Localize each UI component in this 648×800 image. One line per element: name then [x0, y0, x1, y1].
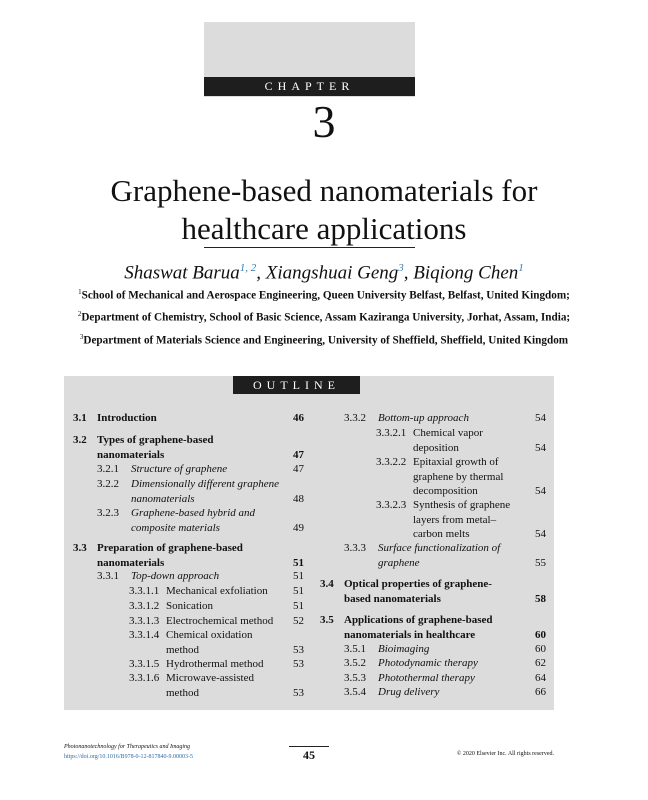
- toc-entry-title-line: method: [166, 686, 199, 699]
- chapter-number: 3: [312, 96, 336, 147]
- toc-entry-number: 3.4: [320, 578, 334, 590]
- toc-entry-title-line: Photodynamic therapy: [378, 657, 478, 669]
- toc-entry-number: 3.3.2.1: [376, 427, 407, 439]
- toc-entry[interactable]: [320, 541, 546, 570]
- doi-link[interactable]: https://doi.org/10.1016/B978-0-12-817840-9.00003-5: [64, 754, 194, 760]
- toc-entry-title: [378, 642, 429, 657]
- book-title: Photonanotechnology for Therapeutics and Imaging: [64, 744, 190, 750]
- toc-entry-page: 58: [535, 592, 546, 605]
- toc-entry-title-line: Microwave-assisted: [166, 672, 254, 684]
- affiliation-text: School of Mechanical and Aerospace Engineering, Queen University Belfast, Belfast, United Kingdom;: [81, 289, 570, 302]
- toc-entry-page: 54: [535, 528, 546, 540]
- toc-entry-page: 47: [293, 448, 304, 461]
- toc-entry-page: 53: [293, 658, 304, 670]
- toc-entry[interactable]: [73, 506, 304, 535]
- toc-entry-title-line: Bottom-up approach: [378, 412, 469, 424]
- toc-entry[interactable]: [320, 498, 546, 542]
- toc-entry-title: [166, 628, 252, 657]
- toc-entry-title-line: method: [166, 643, 199, 656]
- toc-entry-number: 3.2: [73, 434, 87, 446]
- toc-entry[interactable]: [73, 614, 304, 629]
- toc-entry-title-line: deposition: [413, 441, 459, 454]
- toc-entry-title-line: Dimensionally different graphene: [131, 478, 280, 490]
- toc-entry-number: 3.5.3: [344, 672, 366, 684]
- footer-citation: [64, 742, 193, 762]
- toc-entry-title-line: Hydrothermal method: [166, 658, 264, 670]
- toc-entry[interactable]: [73, 411, 304, 426]
- toc-entry-page: 53: [293, 643, 304, 656]
- toc-entry-title-line: carbon melts: [413, 528, 470, 540]
- toc-entry[interactable]: [320, 613, 546, 642]
- toc-entry-title-line: Drug delivery: [378, 686, 440, 698]
- toc-entry-page: 66: [535, 686, 546, 698]
- toc-entry-number: 3.3.1.1: [129, 585, 160, 597]
- toc-entry-page: 52: [293, 615, 304, 627]
- toc-entry-title: [166, 614, 273, 629]
- toc-entry[interactable]: [73, 462, 304, 477]
- toc-entry-title: [413, 426, 483, 455]
- author-sup: 1: [518, 262, 524, 274]
- author-list: Shaswat Barua$^{1, 2}$, Xiangshuai Geng$^3$, Biqiong Chen$^1$: [124, 262, 524, 284]
- toc-entry-title-line: Preparation of graphene-based: [97, 542, 243, 554]
- toc-entry-title-line: graphene: [378, 556, 420, 569]
- toc-entry-title-line: Applications of graphene-based: [344, 614, 493, 626]
- toc-entry-page: 64: [535, 672, 546, 684]
- outline-label: OUTLINE: [233, 376, 360, 394]
- toc-entry[interactable]: [320, 671, 546, 686]
- affiliations: [70, 283, 578, 350]
- toc-entry[interactable]: [320, 426, 546, 455]
- toc-entry-page: 54: [535, 412, 546, 424]
- toc-entry-number: 3.3.1.4: [129, 629, 160, 641]
- toc-entry-title: [413, 498, 510, 542]
- author-name: Biqiong Chen: [413, 262, 519, 284]
- toc-entry-number: 3.5.4: [344, 686, 366, 698]
- toc-entry[interactable]: [73, 628, 304, 657]
- toc-entry-title-line: Electrochemical method: [166, 615, 274, 627]
- toc-entry-title: [97, 411, 157, 426]
- toc-entry-title-line: Chemical vapor: [413, 427, 483, 439]
- toc-entry-title-line: Sonication: [166, 600, 214, 612]
- toc-entry-page: 49: [293, 521, 304, 534]
- chapter-title: [40, 172, 608, 248]
- toc-entry-title-line: Top-down approach: [131, 570, 220, 582]
- toc-entry-title: [344, 613, 493, 642]
- toc-entry-number: 3.3: [73, 542, 87, 554]
- toc-entry-page: 51: [293, 570, 304, 582]
- toc-entry-number: 3.3.1.5: [129, 658, 160, 670]
- affiliation-text: Department of Materials Science and Engineering, University of Sheffield, Sheffield, United Kingdom: [83, 334, 569, 347]
- toc-entry-title: [378, 411, 469, 426]
- affiliation-sup: 2: [77, 310, 82, 319]
- toc-entry-title-line: graphene by thermal: [413, 470, 504, 483]
- toc-entry-number: 3.2.2: [97, 478, 119, 490]
- toc-entry[interactable]: [73, 569, 304, 584]
- copyright: © 2020 Elsevier Inc. All rights reserved.: [456, 751, 554, 757]
- chapter-label: CHAPTER: [204, 77, 415, 96]
- toc-entry-page: 60: [535, 643, 546, 655]
- chapter-title-line-1: Graphene-based nanomaterials for: [110, 173, 538, 208]
- toc-entry-title-line: Structure of graphene: [131, 463, 228, 475]
- toc-entry-title-line: Synthesis of graphene: [413, 499, 511, 511]
- toc-entry-title: [97, 541, 243, 570]
- toc-entry-title: [378, 671, 475, 686]
- toc-entry-title: [131, 462, 227, 477]
- toc-entry-title-line: decomposition: [413, 485, 478, 497]
- toc-entry-title: [378, 656, 478, 671]
- affiliation-text: Department of Chemistry, School of Basic Science, Assam Kaziranga University, Jorhat, Assam, India;: [81, 312, 571, 325]
- author-sup: 3: [398, 262, 404, 274]
- toc-entry-title: [166, 599, 213, 614]
- toc-entry-title-line: Epitaxial growth of: [413, 456, 499, 468]
- toc-entry-number: 3.2.1: [97, 463, 119, 475]
- toc-entry-title: [166, 584, 268, 599]
- toc-entry-title-line: composite materials: [131, 521, 220, 534]
- toc-entry-page: 54: [535, 441, 546, 454]
- toc-entry-title-line: nanomaterials: [97, 448, 165, 461]
- toc-entry-title: [97, 433, 214, 462]
- toc-entry-title: [131, 569, 219, 584]
- toc-entry-title-line: Bioimaging: [378, 643, 430, 655]
- toc-entry-number: 3.5: [320, 614, 334, 626]
- toc-entry[interactable]: [320, 656, 546, 671]
- toc-entry-number: 3.3.1.2: [129, 600, 160, 612]
- toc-entry[interactable]: [320, 455, 546, 499]
- toc-entry-number: 3.5.2: [344, 657, 366, 669]
- toc-entry[interactable]: [320, 411, 546, 426]
- toc-entry-title: [378, 685, 439, 700]
- toc-entry-title-line: nanomaterials: [131, 492, 195, 505]
- toc-entry-title: [131, 477, 279, 506]
- toc-entry[interactable]: [320, 642, 546, 657]
- affiliation-sup: 3: [79, 332, 84, 341]
- toc-entry-page: 51: [293, 600, 304, 612]
- toc-entry-title-line: based nanomaterials: [344, 592, 441, 605]
- toc-entry-title-line: Chemical oxidation: [166, 629, 253, 641]
- toc-entry-page: 48: [293, 492, 304, 505]
- toc-entry-number: 3.1: [73, 412, 87, 424]
- toc-entry-page: 51: [293, 585, 304, 597]
- toc-entry-title-line: nanomaterials: [97, 556, 165, 569]
- toc-entry-title-line: Types of graphene-based: [97, 434, 214, 446]
- toc-entry-number: 3.3.2.3: [376, 499, 407, 511]
- toc-entry[interactable]: [320, 685, 546, 700]
- toc-entry[interactable]: [320, 577, 546, 606]
- toc-entry-title-line: Mechanical exfoliation: [166, 585, 268, 597]
- toc-entry-title: [166, 657, 263, 672]
- toc-entry-page: 54: [535, 485, 546, 497]
- title-rule: [204, 247, 415, 248]
- toc-entry-number: 3.3.3: [344, 542, 366, 554]
- toc-entry-page: 53: [293, 686, 304, 699]
- toc-entry-title-line: Optical properties of graphene-: [344, 578, 492, 590]
- toc-entry-page: 51: [293, 556, 304, 569]
- toc-entry[interactable]: [73, 541, 304, 570]
- toc-entry-number: 3.3.2: [344, 412, 366, 424]
- page-number: 45: [289, 746, 329, 763]
- toc-entry[interactable]: [73, 599, 304, 614]
- toc-entry-title-line: nanomaterials in healthcare: [344, 628, 476, 641]
- toc-entry[interactable]: [73, 671, 304, 700]
- author-sup: 1, 2: [239, 262, 257, 274]
- toc-entry-page: 60: [535, 628, 546, 641]
- toc-entry-number: 3.3.1: [97, 570, 119, 582]
- toc-entry-title-line: Surface functionalization of: [378, 542, 501, 554]
- toc-entry-page: 46: [293, 412, 304, 424]
- toc-entry[interactable]: [73, 584, 304, 599]
- chapter-title-line-2: healthcare applications: [181, 211, 467, 246]
- toc-entry-title-line: Graphene-based hybrid and: [131, 507, 256, 519]
- toc-entry-title: [378, 541, 500, 570]
- toc-entry-title-line: Photothermal therapy: [378, 672, 475, 684]
- toc-entry[interactable]: [73, 657, 304, 672]
- toc-entry[interactable]: [73, 433, 304, 462]
- toc-entry-title: [344, 577, 492, 606]
- toc-entry-title: [166, 671, 254, 700]
- author-name: Shaswat Barua: [124, 262, 240, 284]
- toc-entry-page: 55: [535, 556, 546, 569]
- toc-entry-number: 3.3.1.6: [129, 672, 160, 684]
- affiliation-sup: 1: [78, 288, 82, 296]
- toc-entry-page: 47: [293, 463, 304, 475]
- toc-entry-number: 3.3.1.3: [129, 615, 160, 627]
- toc-entry-page: 62: [535, 657, 546, 669]
- toc-entry-number: 3.2.3: [97, 507, 119, 519]
- toc-entry-title-line: layers from metal–: [413, 513, 497, 526]
- toc-entry-title-line: Introduction: [97, 412, 157, 424]
- toc-entry-number: 3.5.1: [344, 643, 366, 655]
- author-name: Xiangshuai Geng: [265, 262, 399, 284]
- toc-entry[interactable]: [73, 477, 304, 506]
- toc-entry-number: 3.3.2.2: [376, 456, 407, 468]
- toc-entry-title: [413, 455, 503, 499]
- toc-entry-title: [131, 506, 255, 535]
